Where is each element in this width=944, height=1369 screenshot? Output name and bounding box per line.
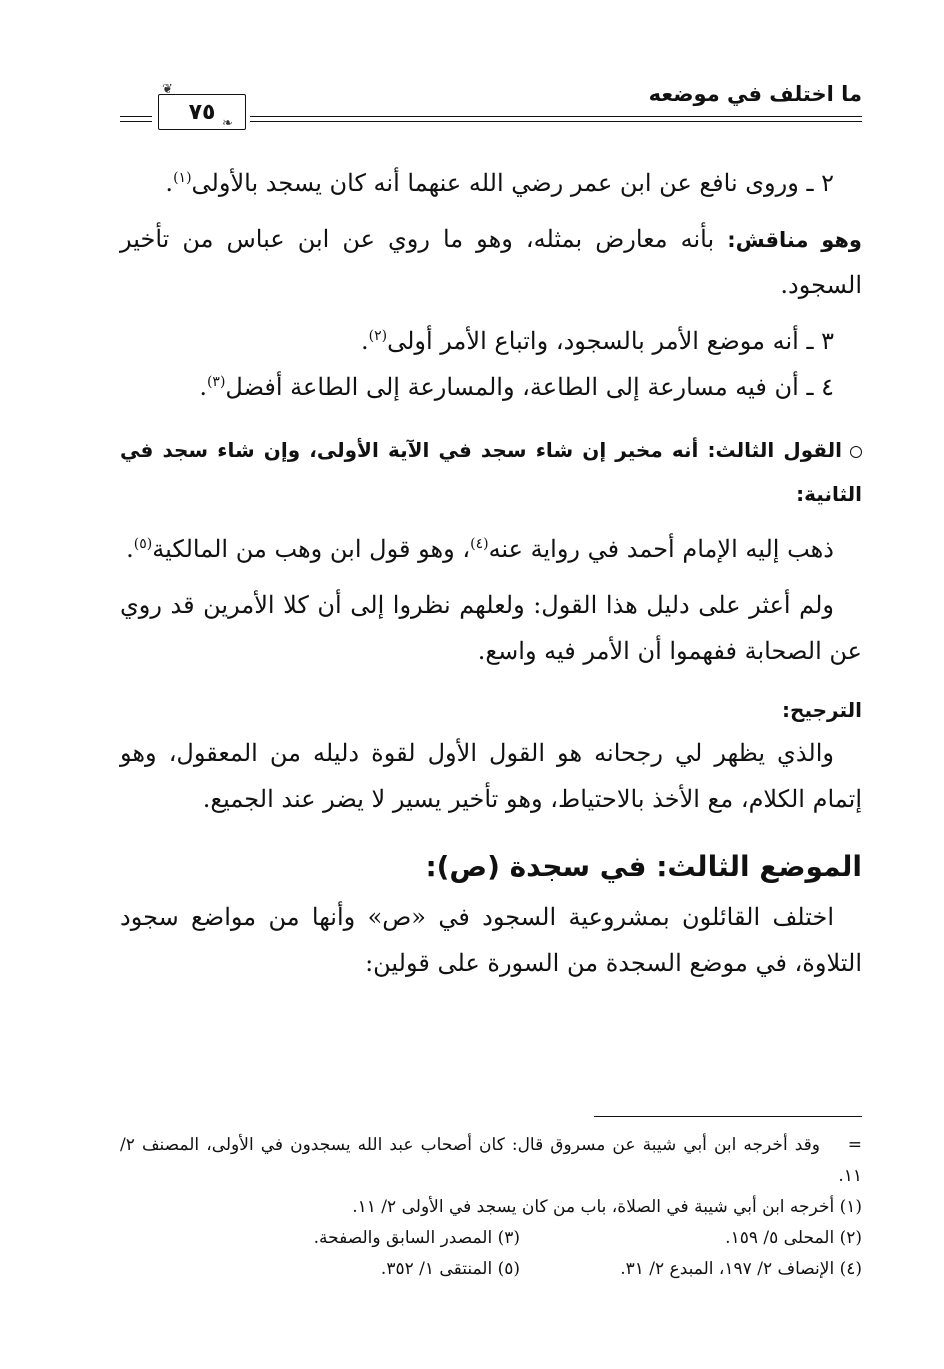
footnote-ref: (٤) xyxy=(470,536,489,552)
flourish-ornament-icon: ❧ xyxy=(222,116,233,131)
footnote-3: (٣) المصدر السابق والصفحة. xyxy=(313,1228,520,1248)
header-rule xyxy=(120,116,152,117)
footnote-ref: (٣) xyxy=(206,374,226,390)
page-header xyxy=(120,72,862,131)
footnote-row xyxy=(120,1254,862,1285)
opinion-heading: القول الثالث: أنه مخير إن شاء سجد في الآية الأولى، وإن شاء سجد في الثانية: xyxy=(120,438,862,506)
paragraph: ٤ ـ أن فيه مسارعة إلى الطاعة، والمسارعة إلى الطاعة أفضل$^{(٣)}$. xyxy=(199,373,834,401)
main-text xyxy=(120,160,862,986)
page-number: ٧٥ xyxy=(158,94,246,130)
paragraph: ٢ ـ وروى نافع عن ابن عمر رضي الله عنهما أنه كان يسجد بالأولى$^{(١)}$. xyxy=(165,169,834,197)
footnote-ref: (١) xyxy=(173,170,192,186)
footnote-separator xyxy=(594,1116,862,1117)
footnote-ref: (٢) xyxy=(368,328,388,344)
footnote-row xyxy=(120,1223,862,1254)
inline-label: وهو مناقش: xyxy=(727,228,862,252)
header-rule xyxy=(250,116,862,117)
footnote-2: (٢) المحلى ٥/ ١٥٩. xyxy=(725,1228,862,1248)
paragraph: ولم أعثر على دليل هذا القول: ولعلهم نظروا إلى أن كلا الأمرين قد روي عن الصحابة ففهموا أن الأمر فيه واسع. xyxy=(120,591,862,665)
footnote-1: (١) أخرجه ابن أبي شيبة في الصلاة، باب من كان يسجد في الأولى ٢/ ١١. xyxy=(352,1197,862,1217)
footnote-5: (٥) المنتقى ١/ ٣٥٢. xyxy=(380,1259,520,1279)
paragraph: ذهب إليه الإمام أحمد في رواية عنه$^{(٤)}$، وهو قول ابن وهب من المالكية$^{(٥)}$. xyxy=(126,535,834,563)
paragraph: ٣ ـ أنه موضع الأمر بالسجود، واتباع الأمر أولى$^{(٢)}$. xyxy=(360,327,834,355)
book-page xyxy=(120,72,862,1279)
flourish-ornament-icon: ❦ xyxy=(162,82,173,97)
circle-bullet-icon xyxy=(850,446,862,458)
footnotes xyxy=(120,1130,862,1285)
header-rule xyxy=(120,121,152,122)
paragraph: والذي يظهر لي رجحانه هو القول الأول لقوة دليله من المعقول، وهو إتمام الكلام، مع الأخذ بالاحتياط، وهو تأخير يسير لا يضر عند الجميع. xyxy=(120,739,862,813)
footnote-continuation: =وقد أخرجه ابن أبي شيبة عن مسروق قال: كان أصحاب عبد الله يسجدون في الأولى، المصنف ٢/ ١١. xyxy=(120,1135,862,1186)
footnote-4: (٤) الإنصاف ٢/ ١٩٧، المبدع ٢/ ٣١. xyxy=(620,1259,862,1279)
running-title: ما اختلف في موضعه xyxy=(648,82,862,106)
tarjih-heading: الترجيح: xyxy=(782,698,862,722)
paragraph: وهو مناقش: بأنه معارض بمثله، وهو ما روي عن ابن عباس من تأخير السجود. xyxy=(120,225,862,299)
section-heading: الموضع الثالث: في سجدة (ص): xyxy=(425,850,862,883)
header-rule xyxy=(250,121,862,122)
paragraph: اختلف القائلون بمشروعية السجود في «ص» وأنها من مواضع سجود التلاوة، في موضع السجدة من السورة على قولين: xyxy=(120,903,862,977)
footnote-ref: (٥) xyxy=(133,536,153,552)
